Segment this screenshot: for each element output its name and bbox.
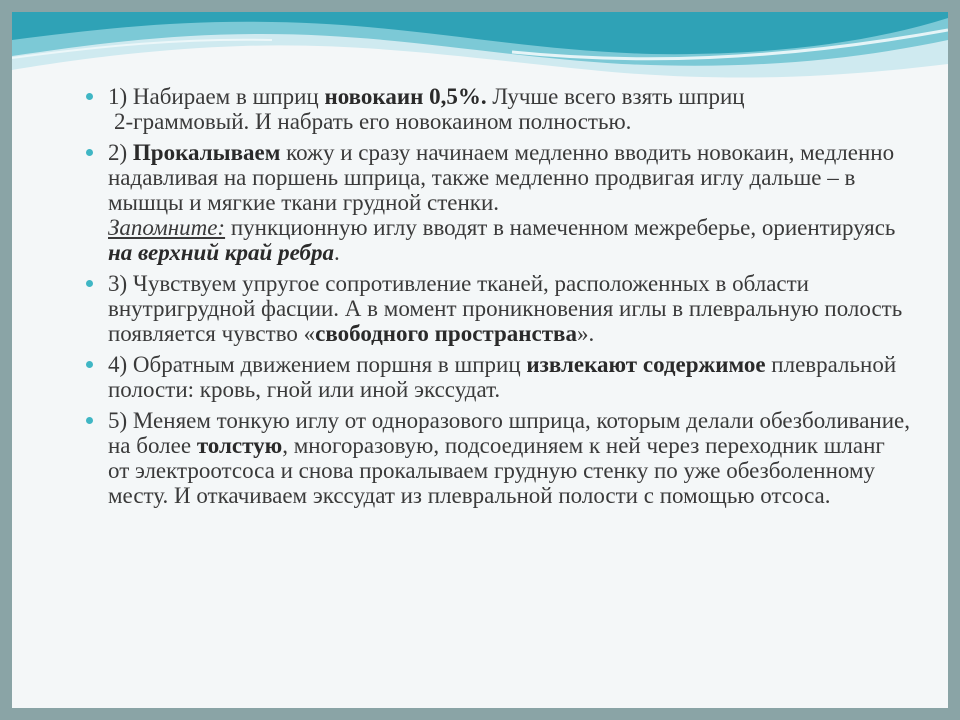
- list-item-2: [90, 140, 910, 265]
- note-bold: на верхний край ребра: [108, 240, 334, 265]
- wave-banner: [12, 12, 948, 94]
- bullet-icon: [86, 361, 93, 368]
- note-label: Запомните:: [108, 215, 226, 240]
- note-text: пункционную иглу вводят в намеченном межреберье, ориентируясь: [225, 215, 896, 240]
- item-4-text-2: плевральной полости: кровь, гной или иной экссудат.: [108, 352, 897, 402]
- item-5-text-2: , многоразовую, подсоединяем к ней через переходник шланг от электроотсоса и снова прокалываем грудную стенку по уже обезболенному месту. И откачиваем экссудат из плевральной полости с помощью отсоса.: [108, 433, 885, 508]
- item-2-bold: Прокалываем: [132, 140, 281, 165]
- bullet-icon: [86, 417, 93, 424]
- list-item-1: [90, 84, 910, 134]
- item-1-text-3: 2-граммовый. И набрать его новокаином полностью.: [114, 109, 632, 134]
- list-item-5: [90, 408, 910, 508]
- bullet-icon: [86, 149, 93, 156]
- item-1-bold: новокаин 0,5%.: [324, 84, 487, 109]
- bullet-icon: [86, 93, 93, 100]
- item-4-text: 4) Обратным движением поршня в шприц: [108, 352, 527, 377]
- item-1-text: 1) Набираем в шприц: [108, 84, 325, 109]
- list-item-3: [90, 271, 910, 346]
- item-5-bold: толстую: [196, 433, 283, 458]
- item-5-text: 5) Меняем тонкую иглу от одноразового шприца, которым делали обезболивание, на более: [108, 408, 911, 458]
- item-2-text-2: кожу и сразу начинаем медленно вводить новокаин, медленно надавливая на поршень шприца, также медленно продвигая иглу дальше – в мышцы и мягкие ткани грудной стенки.: [108, 140, 895, 215]
- item-3-bold: свободного пространства: [315, 321, 577, 346]
- item-1-text-2: Лучше всего взять шприц: [486, 84, 745, 109]
- bullet-icon: [86, 280, 93, 287]
- item-4-bold: извлекают содержимое: [526, 352, 766, 377]
- item-2-text: 2): [108, 140, 133, 165]
- list-item-4: [90, 352, 910, 402]
- item-2-note: [108, 215, 910, 265]
- item-3-text-2: ».: [576, 321, 595, 346]
- slide-body: [90, 84, 910, 514]
- note-end: .: [333, 240, 340, 265]
- item-3-text: 3) Чувствуем упругое сопротивление тканей, расположенных в области внутригрудной фасции. А в момент проникновения иглы в плевральную полость появляется чувство «: [108, 271, 903, 346]
- slide: [12, 12, 948, 708]
